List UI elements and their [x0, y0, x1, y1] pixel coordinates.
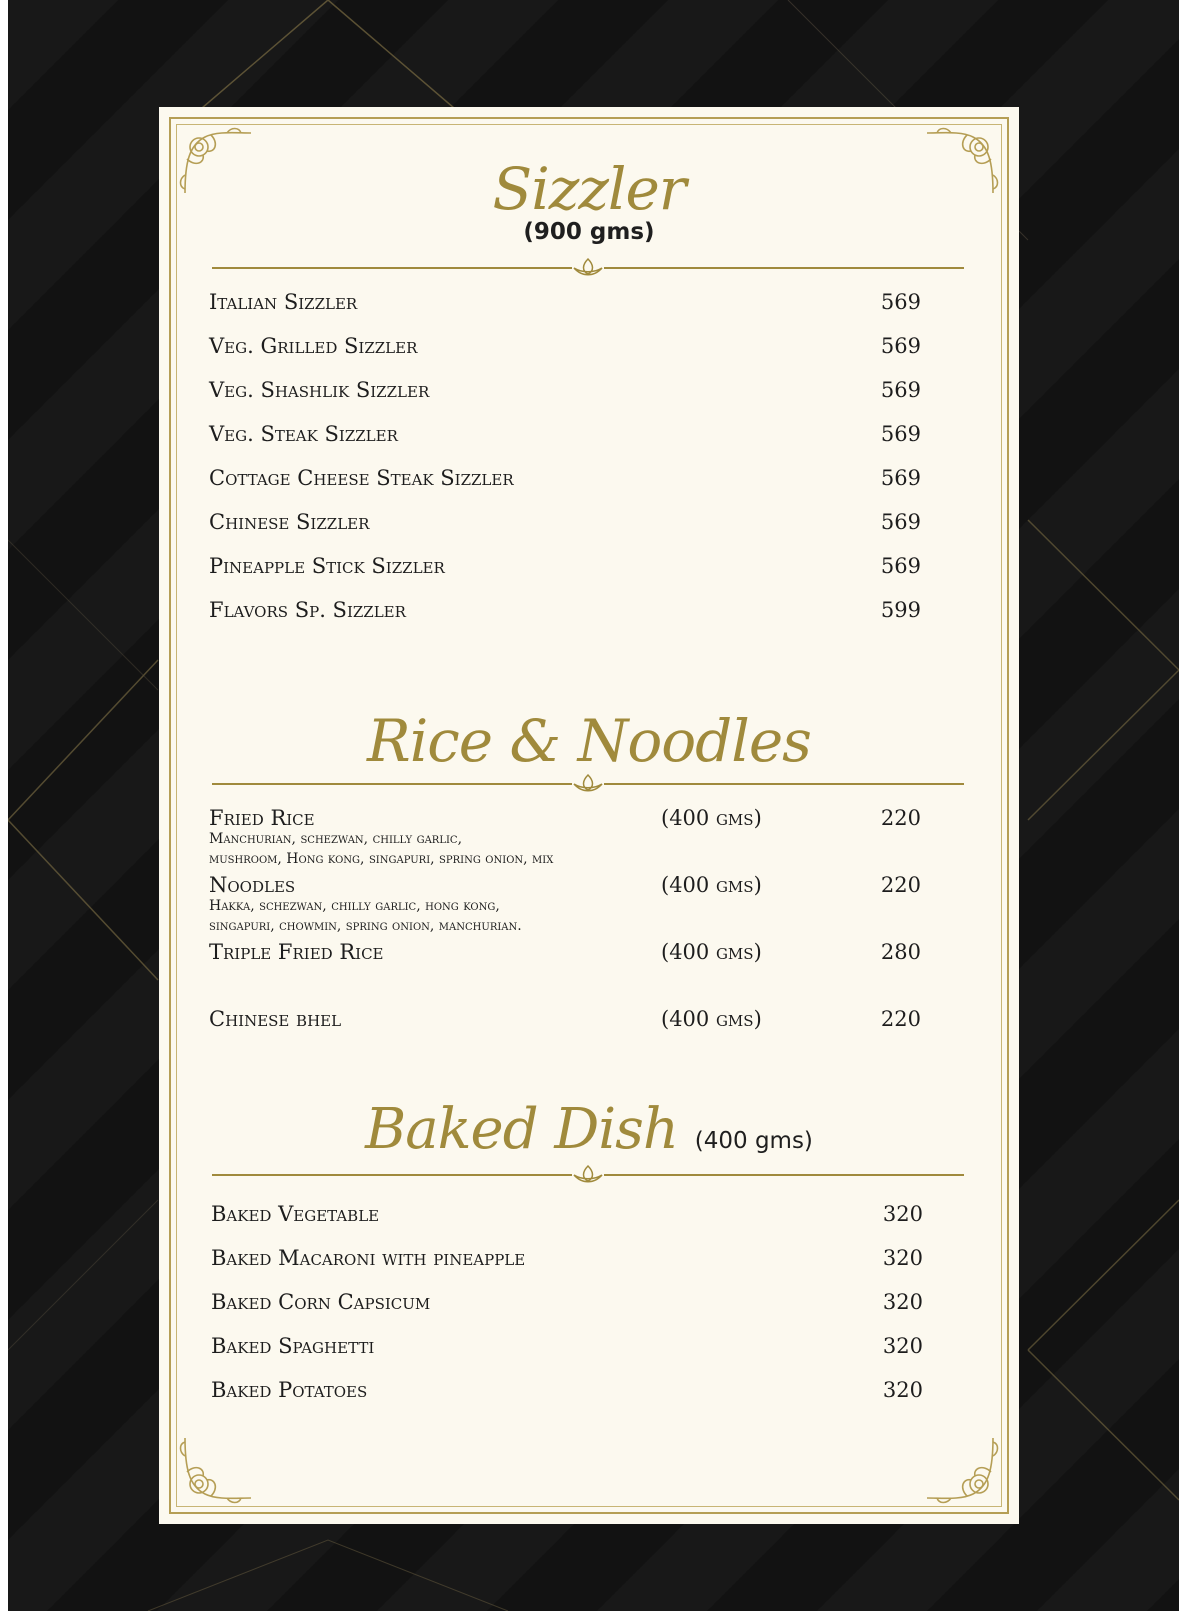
- item-price: 569: [880, 422, 921, 446]
- rice-noodles-title: Rice & Noodles: [367, 707, 811, 775]
- item-price: 569: [880, 334, 921, 358]
- item-price: 220: [880, 873, 921, 897]
- item-name: Fried Rice: [209, 806, 315, 830]
- item-price: 569: [880, 554, 921, 578]
- menu-item: [211, 1246, 971, 1274]
- description-line: mushroom, Hong kong, singapuri, spring onion, mix: [209, 851, 554, 867]
- item-quantity: (400 gms): [661, 940, 762, 964]
- item-price: 599: [880, 598, 921, 622]
- item-name: Chinese bhel: [209, 1007, 342, 1031]
- lotus-divider-icon: [212, 257, 964, 279]
- menu-item: [209, 378, 969, 406]
- item-price: 220: [880, 1007, 921, 1031]
- menu-item: [209, 334, 969, 362]
- item-name: Veg. Shashlik Sizzler: [209, 378, 430, 402]
- item-price: 569: [880, 378, 921, 402]
- item-price: 220: [880, 806, 921, 830]
- item-name: Baked Potatoes: [211, 1378, 368, 1402]
- corner-ornament-icon: [923, 1428, 1003, 1508]
- menu-item: [209, 466, 969, 494]
- menu-item: [209, 290, 969, 318]
- item-quantity: (400 gms): [661, 873, 762, 897]
- item-name: Italian Sizzler: [209, 290, 358, 314]
- item-name: Triple Fried Rice: [209, 940, 384, 964]
- item-quantity: (400 gms): [661, 1007, 762, 1031]
- item-name: Pineapple Stick Sizzler: [209, 554, 445, 578]
- sizzler-subtitle: (900 gms): [523, 219, 655, 245]
- item-name: Veg. Steak Sizzler: [209, 422, 398, 446]
- item-price: 320: [882, 1202, 923, 1226]
- description-line: singapuri, chowmin, spring onion, manchurian.: [209, 918, 522, 934]
- item-name: Baked Macaroni with pineapple: [211, 1246, 526, 1270]
- menu-item: [211, 1378, 971, 1406]
- item-price: 320: [882, 1334, 923, 1358]
- item-name: Noodles: [209, 873, 296, 897]
- menu-item: [209, 554, 969, 582]
- sizzler-title: Sizzler: [492, 155, 686, 223]
- menu-item: [209, 940, 969, 968]
- item-name: Baked Spaghetti: [211, 1334, 375, 1358]
- description-line: Hakka, schezwan, chilly garlic, hong kong,: [209, 898, 500, 914]
- menu-item: [211, 1334, 971, 1362]
- menu-item: [209, 422, 969, 450]
- item-name: Baked Vegetable: [211, 1202, 380, 1226]
- item-price: 569: [880, 510, 921, 534]
- item-name: Veg. Grilled Sizzler: [209, 334, 418, 358]
- item-name: Baked Corn Capsicum: [211, 1290, 431, 1314]
- baked-dish-subtitle: (400 gms): [694, 1128, 813, 1154]
- lotus-divider-icon: [212, 1164, 964, 1186]
- item-name: Cottage Cheese Steak Sizzler: [209, 466, 514, 490]
- menu-card: [159, 107, 1019, 1524]
- item-description: [209, 829, 669, 869]
- item-price: 280: [880, 940, 921, 964]
- item-price: 569: [880, 466, 921, 490]
- menu-item: [209, 598, 969, 626]
- menu-item: [209, 1007, 969, 1035]
- menu-item: [209, 510, 969, 538]
- lotus-divider-icon: [212, 773, 964, 795]
- menu-item: [211, 1290, 971, 1318]
- item-price: 320: [882, 1246, 923, 1270]
- item-quantity: (400 gms): [661, 806, 762, 830]
- item-description: [209, 896, 669, 936]
- item-price: 320: [882, 1290, 923, 1314]
- description-line: Manchurian, schezwan, chilly garlic,: [209, 831, 463, 847]
- baked-dish-heading: [159, 1097, 1019, 1162]
- baked-dish-title: Baked Dish: [365, 1097, 678, 1162]
- item-name: Flavors Sp. Sizzler: [209, 598, 406, 622]
- corner-ornament-icon: [175, 1428, 255, 1508]
- item-name: Chinese Sizzler: [209, 510, 370, 534]
- menu-item: [211, 1202, 971, 1230]
- item-price: 320: [882, 1378, 923, 1402]
- item-price: 569: [880, 290, 921, 314]
